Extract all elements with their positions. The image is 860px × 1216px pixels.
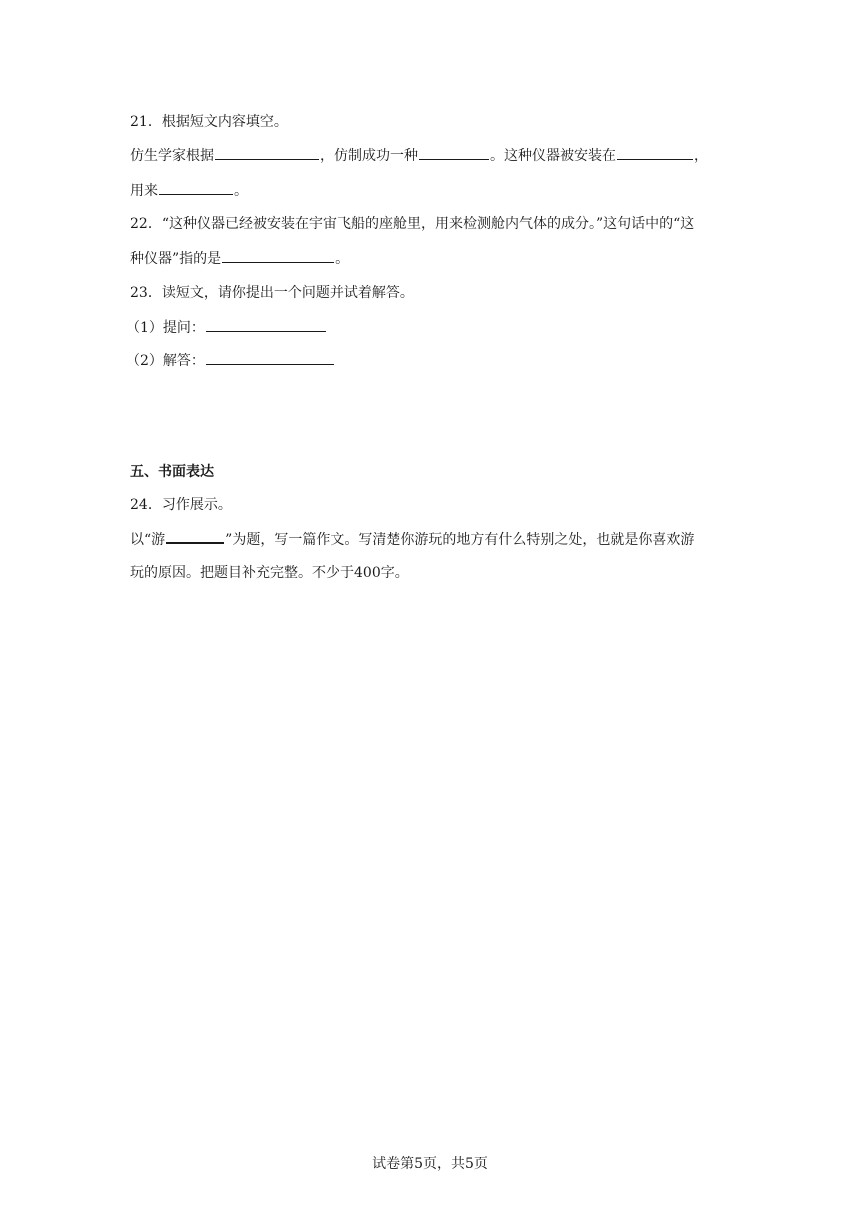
q23-title: 23．读短文，请你提出一个问题并试着解答。 bbox=[130, 285, 414, 301]
q21-text-b2: 。 bbox=[234, 183, 248, 199]
q21-text-a4: ， bbox=[694, 148, 708, 164]
q24-text-b: ”为题，写一篇作文。写清楚你游玩的地方有什么特别之处，也就是你喜欢游 bbox=[225, 532, 695, 548]
page-footer: 试卷第5页，共5页 bbox=[372, 1156, 488, 1172]
q21-blank-2[interactable] bbox=[419, 145, 489, 160]
q22-line1: 22．“这种仪器已经被安装在宇宙飞船的座舱里，用来检测舱内气体的成分。”这句话中的“这 bbox=[130, 216, 695, 232]
q23-answer-line bbox=[126, 350, 335, 371]
q21-blank-4[interactable] bbox=[159, 180, 233, 195]
q21-title: 21．根据短文内容填空。 bbox=[130, 114, 288, 130]
q24-line2: 玩的原因。把题目补充完整。不少于400字。 bbox=[130, 565, 409, 581]
q21-line2 bbox=[130, 180, 248, 201]
q22-line2 bbox=[130, 248, 349, 269]
q21-text-a1: 仿生学家根据 bbox=[130, 148, 214, 164]
section-heading: 五、书面表达 bbox=[130, 464, 214, 480]
q21-text-b1: 用来 bbox=[130, 183, 158, 199]
q21-blank-3[interactable] bbox=[617, 145, 693, 160]
q23-answer-blank[interactable] bbox=[206, 350, 334, 365]
q21-text-a3: 。这种仪器被安装在 bbox=[490, 148, 616, 164]
q23-answer-label: （2）解答： bbox=[126, 353, 205, 369]
q22-text-b: 。 bbox=[335, 251, 350, 267]
q21-text-a2: ，仿制成功一种 bbox=[320, 148, 418, 164]
q23-ask-blank[interactable] bbox=[206, 317, 326, 332]
q21-blank-1[interactable] bbox=[215, 145, 319, 160]
q24-title-blank[interactable] bbox=[166, 528, 224, 544]
q24-line1 bbox=[130, 528, 694, 550]
q22-blank[interactable] bbox=[222, 248, 334, 263]
q23-ask-label: （1）提问： bbox=[126, 320, 205, 336]
q22-text-a: 种仪器”指的是 bbox=[130, 251, 222, 267]
q24-text-a: 以“游 bbox=[130, 532, 166, 548]
q21-line1 bbox=[130, 145, 708, 166]
q23-ask-line bbox=[126, 317, 327, 338]
q24-title: 24．习作展示。 bbox=[130, 497, 232, 513]
